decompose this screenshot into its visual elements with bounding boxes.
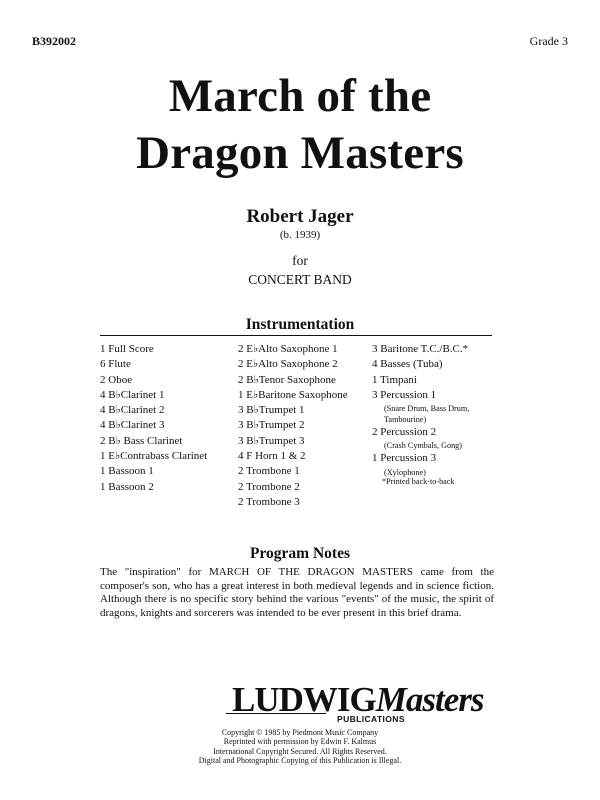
composer-dates: (b. 1939) <box>279 229 321 241</box>
ensemble-label: CONCERT BAND <box>248 272 352 287</box>
instrument-item: 2 Trombone 2 <box>238 480 300 493</box>
instrumentation-column-2 <box>238 342 348 510</box>
logo-part-ludwig: LUDWIG <box>232 680 376 719</box>
instrument-item: 2 E♭Alto Saxophone 2 <box>238 358 338 371</box>
instrument-item: 2 Oboe <box>100 373 133 386</box>
instrument-detail: (Xylophone) <box>384 467 426 477</box>
instrumentation-column-3 <box>372 342 469 478</box>
instrument-item: 1 E♭Baritone Saxophone <box>238 388 348 401</box>
grade-level: Grade 3 <box>529 34 568 48</box>
instrument-item: 3 Percussion 1 <box>372 388 437 401</box>
instrument-item: 3 B♭Trumpet 3 <box>238 434 305 447</box>
instrument-item: 1 Full Score <box>100 343 154 355</box>
instrument-item: 1 Bassoon 1 <box>100 465 154 478</box>
instrument-item: 2 Trombone 3 <box>238 495 300 508</box>
logo-underline <box>226 713 326 714</box>
logo-publications: PUBLICATIONS <box>337 714 405 724</box>
instrument-item: 6 Flute <box>100 358 131 371</box>
instrument-item: 4 F Horn 1 & 2 <box>238 450 306 463</box>
instrument-detail: Tambourine) <box>384 415 427 425</box>
instrument-item: 1 Bassoon 2 <box>100 480 154 493</box>
instrument-item: 2 E♭Alto Saxophone 1 <box>238 343 338 355</box>
copyright-line: International Copyright Secured. All Rights Reserved. <box>213 746 387 756</box>
instrument-item: 1 Percussion 3 <box>372 452 437 465</box>
heading-divider <box>100 335 492 336</box>
instrument-item: 4 B♭Clarinet 3 <box>100 419 165 432</box>
instrument-item: 1 Timpani <box>372 373 417 386</box>
instrument-item: 1 E♭Contrabass Clarinet <box>100 450 208 463</box>
instrument-item: 3 B♭Trumpet 1 <box>238 404 305 417</box>
instrumentation-heading: Instrumentation <box>245 316 355 333</box>
instrument-item: 2 Trombone 1 <box>238 465 300 478</box>
catalog-number: B392002 <box>32 34 77 48</box>
for-label: for <box>292 253 308 268</box>
instrumentation-column-1 <box>100 342 207 495</box>
publisher-logo <box>0 680 600 730</box>
back-to-back-note: *Printed back-to-back <box>382 477 455 486</box>
page-title <box>0 68 600 182</box>
instrument-item: 4 Basses (Tuba) <box>372 358 443 371</box>
instrument-item: 4 B♭Clarinet 2 <box>100 404 165 417</box>
title-line-2: Dragon Masters <box>136 127 464 179</box>
composer-name: Robert Jager <box>246 206 354 227</box>
copyright-line: Copyright © 1985 by Piedmont Music Company <box>221 728 379 737</box>
copyright-line: Reprinted with permission by Edwin F. Kalmus <box>223 737 377 747</box>
title-line-1: March of the <box>168 70 432 122</box>
instrument-item: 3 B♭Trumpet 2 <box>238 419 305 432</box>
instrument-item: 2 B♭ Bass Clarinet <box>100 434 183 447</box>
instrument-detail: (Snare Drum, Bass Drum, <box>384 404 470 414</box>
instrument-detail: (Crash Cymbals, Gong) <box>384 441 463 451</box>
copyright-block <box>0 728 600 765</box>
instrument-item: 2 Percussion 2 <box>372 426 437 439</box>
copyright-line: Digital and Photographic Copying of this Publication is Illegal. <box>198 755 402 765</box>
instrument-item: 3 Baritone T.C./B.C.* <box>372 343 469 355</box>
instrument-item: 2 B♭Tenor Saxophone <box>238 373 336 386</box>
logo-part-masters: Masters <box>375 680 484 719</box>
instrument-item: 4 B♭Clarinet 1 <box>100 388 165 401</box>
program-notes-heading: Program Notes <box>249 545 350 562</box>
program-notes-body: The "inspiration" for MARCH OF THE DRAGON MASTERS came from the composer's son, who has a great interest in both medieval legends and in science fiction. Although there is no specific story behind the various "events" of the music, the spirit of dragons, knights and sorcerers was intended to be ever present in this brief drama. <box>100 566 494 619</box>
